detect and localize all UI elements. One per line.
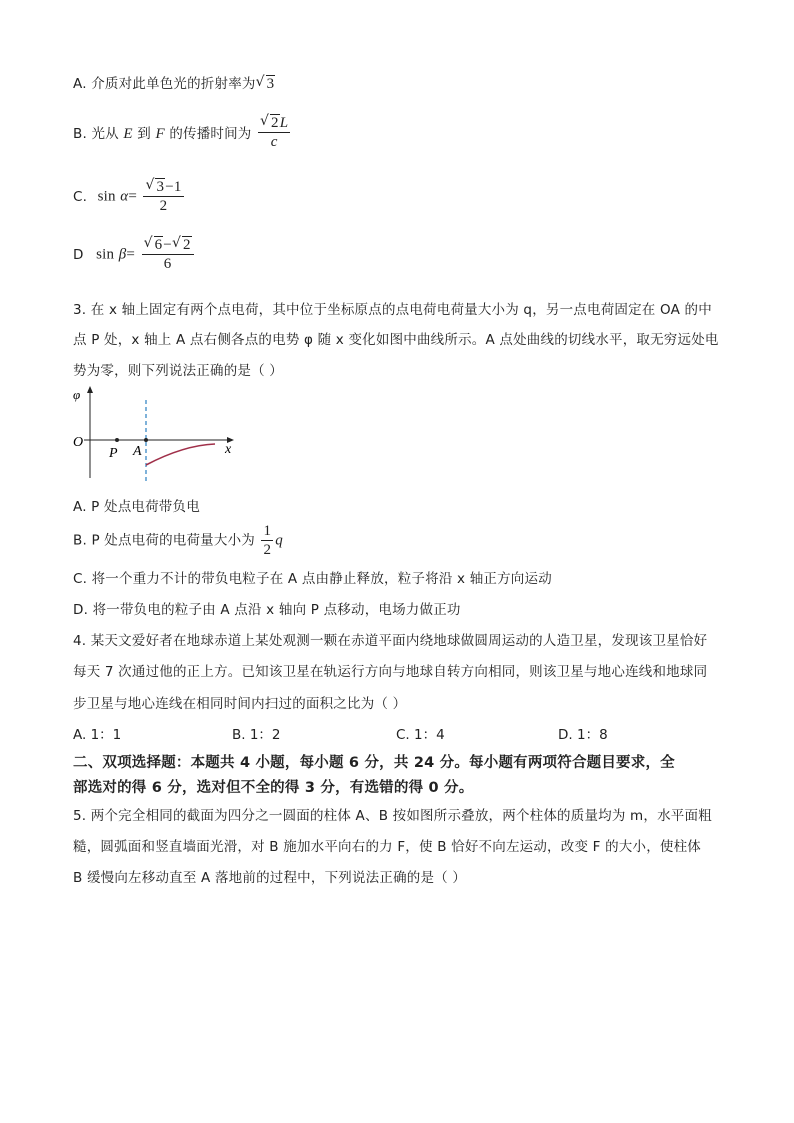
q4-stem-line1: 4. 某天文爱好者在地球赤道上某处观测一颗在赤道平面内绕地球做圆周运动的人造卫星，发现该卫星恰好: [73, 633, 708, 649]
option-label: B.: [73, 126, 87, 142]
q4-option-a[interactable]: A. 1：1: [73, 727, 122, 743]
q5-stem-line1: 5. 两个完全相同的截面为四分之一圆面的柱体 A、B 按如图所示叠放，两个柱体的质量均为 m，水平面粗: [73, 808, 712, 824]
q5-stem-line3: B 缓慢向左移动直至 A 落地前的过程中，下列说法正确的是（ ）: [73, 870, 467, 886]
option-text: 介质对此单色光的折射率为: [91, 76, 256, 92]
option-text: B. P 处点电荷的电荷量大小为: [73, 532, 255, 549]
origin-label: O: [73, 435, 84, 450]
q3-stem-line1: 3. 在 x 轴上固定有两个点电荷，其中位于坐标原点的点电荷电荷量大小为 q，另一点电荷固定在 OA 的中: [73, 302, 712, 318]
beta-symbol: β: [118, 246, 127, 263]
potential-graph: [70, 383, 245, 483]
q4-option-b[interactable]: B. 1：2: [232, 727, 281, 743]
charge-fraction: $\frac{1}{2}$: [263, 523, 272, 558]
q3-option-b[interactable]: [73, 522, 283, 559]
q2-option-b[interactable]: [73, 114, 292, 151]
x-label: x: [225, 442, 232, 457]
option-label: A.: [73, 76, 87, 92]
q3-stem-line2: 点 P 处，x 轴上 A 点右侧各点的电势 φ 随 x 变化如图中曲线所示。A 点处曲线的切线水平，取无穷远处电: [73, 332, 719, 348]
section2-heading-line2: 部选对的得 6 分，选对但不全的得 3 分，有选错的得 0 分。: [73, 780, 474, 796]
section2-heading-line1: 二、双项选择题：本题共 4 小题，每小题 6 分，共 24 分。每小题有两项符合题目要求，全: [73, 755, 675, 771]
point-p-dot: [115, 438, 119, 442]
equals-sign: =: [128, 188, 137, 205]
phi-label: φ: [73, 387, 81, 402]
point-a-dot: [144, 438, 148, 442]
point-f-label: F: [155, 126, 165, 142]
q4-option-c[interactable]: C. 1：4: [396, 727, 445, 743]
q2-option-c[interactable]: [73, 178, 186, 215]
charge-q: q: [275, 532, 283, 549]
option-text: 的传播时间为: [169, 126, 252, 142]
q2-option-a[interactable]: [73, 72, 275, 93]
q2-option-d[interactable]: [73, 236, 196, 273]
sin-alpha-fraction: √ 3−1 2: [145, 177, 182, 214]
q3-stem-line3: 势为零，则下列说法正确的是（ ）: [73, 363, 283, 379]
p-label: P: [109, 446, 118, 461]
potential-curve: [146, 444, 215, 465]
q4-stem-line3: 步卫星与地心连线在相同时间内扫过的面积之比为（ ）: [73, 696, 407, 712]
q3-option-a[interactable]: A. P 处点电荷带负电: [73, 499, 200, 515]
q3-option-c[interactable]: C. 将一个重力不计的带负电粒子在 A 点由静止释放，粒子将沿 x 轴正方向运动: [73, 571, 552, 587]
q4-stem-line2: 每天 7 次通过他的正上方。已知该卫星在轨运行方向与地球自转方向相同，则该卫星与地心连线和地球同: [73, 664, 708, 680]
sqrt-expression: √ 3: [255, 74, 275, 92]
q4-option-d[interactable]: D. 1：8: [558, 727, 608, 743]
option-text: 到: [137, 126, 151, 142]
phi-axis-arrow: [87, 386, 93, 393]
q5-stem-line2: 糙，圆弧面和竖直墙面光滑，对 B 施加水平向右的力 F，使 B 恰好不向左运动，改变 F 的大小，使柱体: [73, 839, 701, 855]
a-label: A: [133, 444, 142, 459]
option-text: 光从: [91, 126, 119, 142]
option-label: C.: [73, 188, 88, 205]
sin-label: sin: [96, 246, 115, 263]
option-label: D: [73, 246, 84, 263]
q3-option-d[interactable]: D. 将一带负电的粒子由 A 点沿 x 轴向 P 点移动，电场力做正功: [73, 602, 461, 618]
equals-sign: =: [126, 246, 136, 263]
time-fraction: √ 2L c: [260, 113, 289, 150]
point-e-label: E: [123, 126, 133, 142]
sin-label: sin: [97, 188, 116, 205]
alpha-symbol: α: [120, 188, 129, 205]
sin-beta-fraction: √ 6− √ 2 6: [142, 236, 194, 273]
